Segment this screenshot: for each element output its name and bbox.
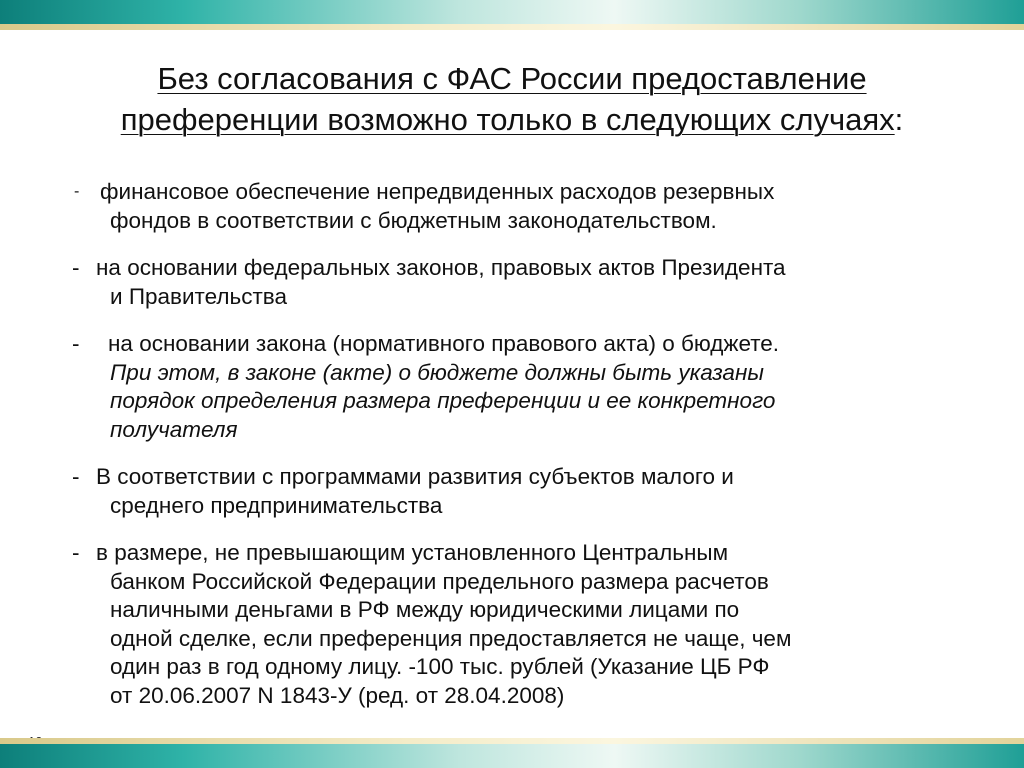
bullet-dash: - — [74, 183, 80, 200]
conditions-list — [70, 178, 990, 729]
title-line-2 — [40, 99, 984, 140]
item-line: на основании закона (нормативного правового акта) о бюджете. — [108, 331, 780, 356]
item-line: и Правительства — [110, 283, 287, 309]
bullet-dash: - — [72, 464, 80, 489]
title-line-2-text: преференции возможно только в следующих случаях — [120, 102, 895, 137]
title-colon: : — [894, 102, 904, 137]
item-line: В соответствии с программами развития субъектов малого и — [96, 464, 734, 489]
item-line: один раз в год одному лицу. -100 тыс. рублей (Указание ЦБ РФ — [110, 654, 770, 679]
item-line: банком Российской Федерации предельного размера расчетов — [110, 568, 769, 594]
list-item — [70, 539, 990, 710]
item-line: финансовое обеспечение непредвиденных расходов резервных — [100, 179, 775, 204]
list-item — [70, 178, 990, 235]
title-line-1: Без согласования с ФАС России предоставление — [157, 61, 867, 96]
list-item — [70, 463, 990, 520]
item-line: наличными деньгами в РФ между юридическими лицами по — [110, 597, 740, 622]
item-italic-line: При этом, в законе (акте) о бюджете должны быть указаны — [110, 359, 764, 385]
item-line: одной сделке, если преференция предоставляется не чаще, чем — [110, 625, 792, 651]
slide — [0, 30, 1024, 738]
item-italic-line: порядок определения размера преференции и ее конкретного — [110, 388, 776, 413]
bullet-dash: - — [72, 331, 80, 356]
item-italic-line: получателя — [110, 416, 238, 442]
list-item — [70, 254, 990, 311]
item-line: от 20.06.2007 N 1843-У (ред. от 28.04.2008) — [110, 682, 565, 708]
item-line: на основании федеральных законов, правовых актов Президента — [96, 255, 786, 280]
bullet-dash: - — [72, 255, 80, 280]
item-line: в размере, не превышающим установленного Центральным — [96, 540, 729, 565]
bullet-dash: - — [72, 540, 80, 565]
item-line: среднего предпринимательства — [110, 492, 443, 518]
list-item — [70, 330, 990, 444]
bottom-decorative-band — [0, 738, 1024, 768]
item-line: фондов в соответствии с бюджетным законодательством. — [110, 207, 717, 233]
slide-title — [40, 58, 984, 140]
top-decorative-band — [0, 0, 1024, 30]
